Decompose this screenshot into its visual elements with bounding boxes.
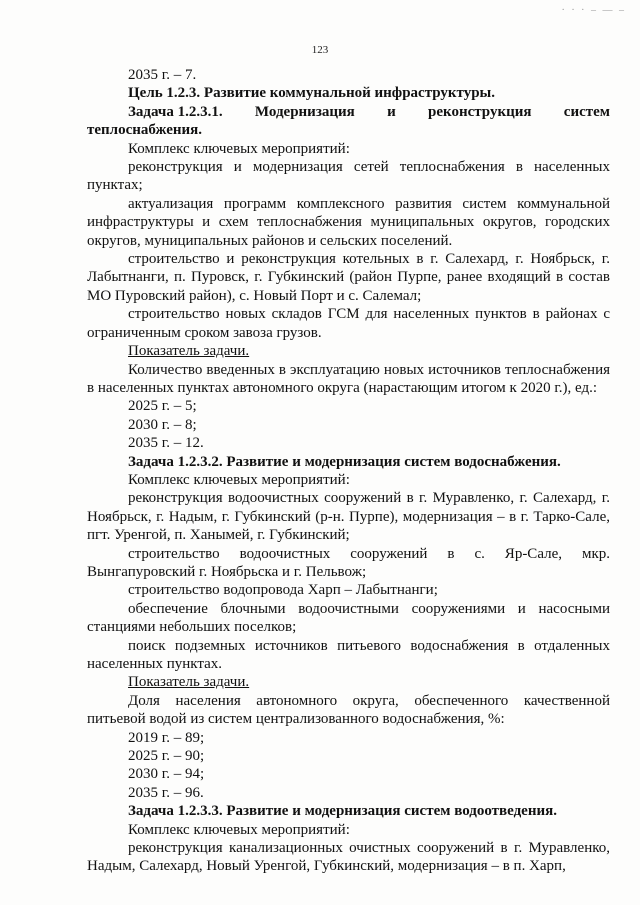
indicator-value: 2030 г. – 94; [128,766,205,783]
paragraph: строительство и реконструкция котельных в г. Салехард, г. Ноябрьск, г. Лабытнанги, п. Пуровск, г. Губкинский (район Пурпе, ранее входящий в состав МО Пуровский район), с. Новый Порт и с. Салемал; [87,251,610,304]
indicator-value: 2035 г. – 12. [128,435,204,452]
paragraph: поиск подземных источников питьевого водоснабжения в отдаленных населенных пунктах. [87,637,610,672]
paragraph: реконструкция канализационных очистных сооружений в г. Муравленко, Надым, Салехард, Новый Уренгой, Губкинский, модернизация – в п. Харп, [87,840,610,875]
task-heading-1-end: теплоснабжения. [87,122,202,139]
indicator-value: 2030 г. – 8; [128,416,197,433]
task-heading-1: Задача 1.2.3.1. Модернизация и реконструкция систем [128,103,610,120]
goal-heading: Цель 1.2.3. Развитие коммунальной инфраструктуры. [128,85,496,102]
page-number: 123 [311,44,329,56]
indicator-heading: Показатель задачи. [128,343,250,360]
indicator-text: Доля населения автономного округа, обеспеченного качественной питьевой водой из систем централизованного водоснабжения, %: [87,692,610,728]
corner-marks: · · · – — – [561,5,626,16]
paragraph: актуализация программ комплексного развития систем коммунальной инфраструктуры и схем теплоснабжения муниципальных округов, городских округов, муниципальных районов и сельских поселений. [87,195,610,249]
paragraph: Комплекс ключевых мероприятий: [128,821,350,838]
indicator-value: 2019 г. – 89; [128,729,205,746]
document-body [87,66,610,876]
paragraph: строительство водоочистных сооружений в с. Яр-Сале, мкр. Вынгапуровский г. Ноябрьска и г. Пельвож; [87,545,610,580]
indicator-text: Количество введенных в эксплуатацию новых источников теплоснабжения в населенных пунктах автономного округа (нарастающим итогом к 2020 г.), ед.: [87,361,610,396]
indicator-value: 2035 г. – 96. [128,784,204,801]
paragraph: строительство новых складов ГСМ для населенных пунктов в районах с ограниченным сроком завоза грузов. [87,306,610,341]
paragraph: обеспечение блочными водоочистными сооружениями и насосными станциями небольших поселков; [87,600,610,636]
paragraph: Комплекс ключевых мероприятий: [128,140,350,157]
indicator-heading: Показатель задачи. [128,674,250,691]
paragraph: 2035 г. – 7. [128,67,197,83]
task-heading-2: Задача 1.2.3.2. Развитие и модернизация систем водоснабжения. [128,453,561,470]
paragraph: строительство водопровода Харп – Лабытнанги; [128,582,438,599]
paragraph: реконструкция водоочистных сооружений в г. Муравленко, г. Салехард, г. Ноябрьск, г. Надым, г. Губкинский (р-н. Пурпе), модернизация – в г. Тарко-Сале, пгт. Уренгой, п. Ханымей, г. Губкинский; [87,490,610,544]
paragraph: Комплекс ключевых мероприятий: [128,471,350,488]
indicator-value: 2025 г. – 90; [128,748,205,765]
task-heading-3: Задача 1.2.3.3. Развитие и модернизация систем водоотведения. [128,803,557,820]
indicator-value: 2025 г. – 5; [128,398,197,415]
paragraph: реконструкция и модернизация сетей теплоснабжения в населенных пунктах; [87,159,610,194]
